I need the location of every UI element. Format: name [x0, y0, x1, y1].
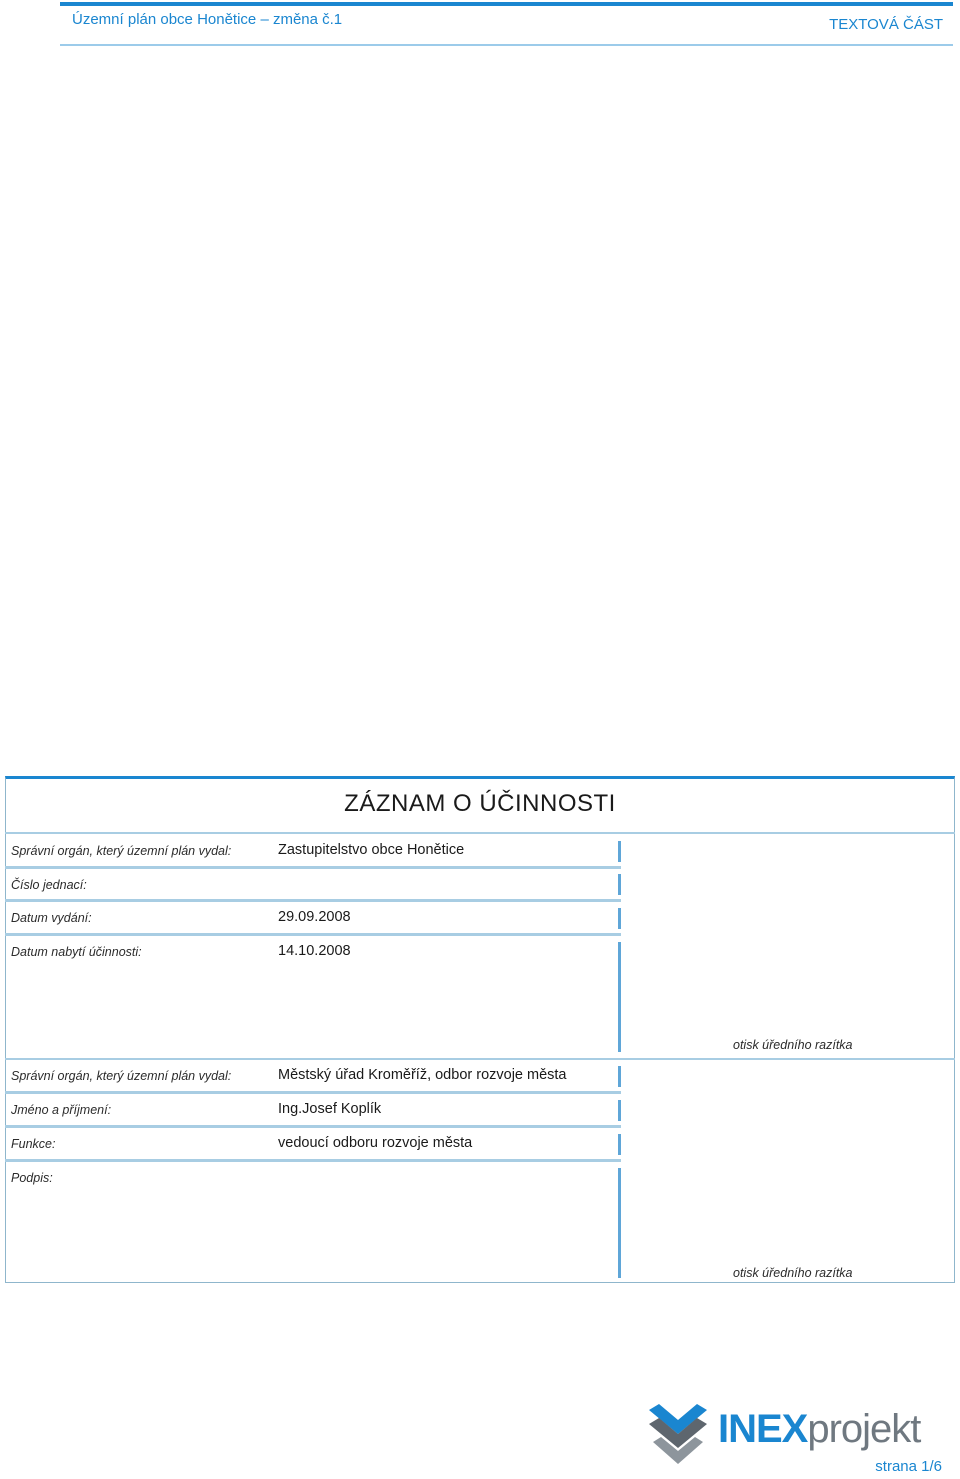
page-number: strana 1/6 [875, 1458, 942, 1475]
row-separator [5, 1159, 621, 1162]
record-title: ZÁZNAM O ÚČINNOSTI [344, 790, 616, 817]
authority-label: Správní orgán, který územní plán vydal: [11, 1069, 232, 1083]
row-separator [5, 866, 621, 869]
stamp-label: otisk úředního razítka [733, 1266, 853, 1280]
title-separator [5, 832, 955, 834]
issuer-label: Správní orgán, který územní plán vydal: [11, 844, 232, 858]
document-title: Územní plán obce Honětice – změna č.1 [72, 11, 343, 28]
header-bottom-rule [60, 44, 953, 46]
effective-date-label: Datum nabytí účinnosti: [11, 945, 142, 959]
stamp-area-divider [618, 942, 621, 1052]
logo-projekt-text: projekt [807, 1407, 921, 1451]
row-divider [618, 1134, 621, 1155]
row-separator [5, 1091, 621, 1094]
section-separator [5, 1058, 955, 1060]
ref-number-label: Číslo jednací: [11, 878, 87, 892]
row-divider [618, 1100, 621, 1121]
row-divider [618, 1066, 621, 1087]
function-value: vedoucí odboru rozvoje města [278, 1135, 473, 1151]
effective-date-value: 14.10.2008 [278, 943, 351, 959]
inex-logo-mark-icon [649, 1404, 707, 1468]
row-divider [618, 841, 621, 862]
name-label: Jméno a příjmení: [11, 1103, 112, 1117]
signature-label: Podpis: [11, 1171, 53, 1185]
row-separator [5, 899, 621, 902]
row-divider [618, 908, 621, 929]
row-divider [618, 874, 621, 895]
issuer-value: Zastupitelstvo obce Honětice [278, 842, 465, 858]
stamp-label: otisk úředního razítka [733, 1038, 853, 1052]
row-separator [5, 933, 621, 936]
issue-date-label: Datum vydání: [11, 911, 92, 925]
name-value: Ing.Josef Koplík [278, 1101, 382, 1117]
header-top-rule [60, 2, 953, 6]
stamp-area-divider [618, 1168, 621, 1278]
row-separator [5, 1125, 621, 1128]
function-label: Funkce: [11, 1137, 56, 1151]
section-label: TEXTOVÁ ČÁST [829, 16, 943, 33]
logo-inex-text: INEX [718, 1407, 808, 1451]
issue-date-value: 29.09.2008 [278, 909, 351, 925]
authority-value: Městský úřad Kroměříž, odbor rozvoje města [278, 1067, 567, 1083]
inex-logo-wordmark [718, 1405, 920, 1453]
